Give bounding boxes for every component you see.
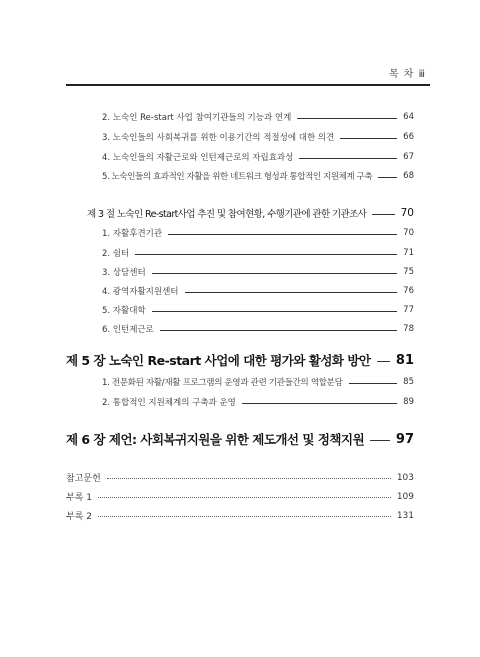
toc-leader bbox=[242, 403, 397, 404]
toc-entry-page: 97 bbox=[395, 431, 414, 447]
toc-entry-title: 1. 전문화된 자활/재활 프로그램의 운영과 관련 기관들간의 역할분담 bbox=[102, 378, 343, 388]
toc-entry-page: 89 bbox=[403, 397, 414, 407]
toc-leader bbox=[378, 177, 397, 178]
toc-entry[interactable] bbox=[102, 376, 414, 388]
toc-entry-page: 66 bbox=[403, 132, 414, 142]
toc-entry-page: 78 bbox=[403, 324, 414, 334]
toc-entry-page: 77 bbox=[403, 305, 414, 315]
toc-entry[interactable] bbox=[102, 131, 414, 143]
toc-entry-page: 109 bbox=[396, 491, 414, 502]
toc-entry-page: 76 bbox=[403, 286, 414, 296]
toc-entry-page: 70 bbox=[400, 207, 414, 219]
toc-leader bbox=[297, 118, 397, 119]
toc-entry-title: 4. 광역자활지원센터 bbox=[102, 287, 179, 297]
toc-entry-title: 2. 노숙인 Re-start 사업 참여기관들의 기능과 연계 bbox=[102, 113, 292, 123]
toc-entry[interactable] bbox=[102, 151, 414, 163]
toc-entry-page: 68 bbox=[403, 171, 414, 181]
toc-leader bbox=[107, 478, 391, 479]
toc-entry[interactable] bbox=[102, 396, 414, 408]
toc-leader bbox=[370, 440, 390, 441]
toc-entry-title: 2. 통합적인 지원체계의 구축과 운영 bbox=[102, 398, 236, 408]
toc-entry-title: 부록 2 bbox=[66, 512, 92, 522]
toc-leader bbox=[98, 497, 391, 498]
toc-leader bbox=[377, 361, 390, 362]
toc-entry[interactable] bbox=[102, 247, 414, 259]
toc-entry-page: 71 bbox=[403, 248, 414, 258]
toc-entry-title: 3. 노숙인들의 사회복귀를 위한 이용기간의 적절성에 대한 의견 bbox=[102, 133, 335, 143]
toc-entry-title: 제 5 장 노숙인 Re-start 사업에 대한 평가와 활성화 방안 bbox=[66, 353, 371, 368]
toc-entry-title: 5. 자활대학 bbox=[102, 306, 146, 316]
toc-entry[interactable] bbox=[102, 323, 414, 335]
toc-entry-page: 67 bbox=[403, 152, 414, 162]
toc-leader bbox=[160, 330, 397, 331]
toc-entry-page: 103 bbox=[396, 472, 414, 483]
toc-entry[interactable] bbox=[102, 170, 414, 182]
toc-entry-title: 4. 노숙인들의 자활근로와 인턴제근로의 자립효과성 bbox=[102, 153, 294, 163]
toc-leader bbox=[168, 234, 397, 235]
toc-leader bbox=[98, 516, 391, 517]
toc-leader bbox=[372, 214, 394, 215]
toc-entry-title: 6. 인턴제근로 bbox=[102, 325, 154, 335]
toc-section-entry[interactable] bbox=[87, 206, 414, 220]
toc-entry[interactable] bbox=[102, 227, 414, 239]
toc-backmatter-entry[interactable] bbox=[66, 490, 414, 503]
toc-entry-page: 81 bbox=[395, 352, 414, 368]
toc-entry-title: 제 3 절 노숙인 Re-start사업 추진 및 참여현황, 수행기관에 관한 기관조사 bbox=[87, 209, 367, 220]
toc-chapter-entry[interactable] bbox=[66, 351, 414, 369]
toc-leader bbox=[152, 311, 398, 312]
toc-leader bbox=[299, 158, 397, 159]
toc-entry-title: 제 6 장 제언: 사회복귀지원을 위한 제도개선 및 정책지원 bbox=[66, 432, 365, 447]
toc-backmatter-entry[interactable] bbox=[66, 471, 414, 484]
toc-entry-title: 참고문헌 bbox=[66, 474, 101, 484]
running-header: 목 차 ⅲ bbox=[388, 69, 426, 80]
toc-leader bbox=[135, 254, 397, 255]
toc-leader bbox=[349, 383, 398, 384]
toc-entry-title: 1. 자활후견기관 bbox=[102, 229, 163, 239]
toc-backmatter-entry[interactable] bbox=[66, 509, 414, 522]
toc-entry-page: 64 bbox=[403, 112, 414, 122]
toc-leader bbox=[185, 292, 398, 293]
toc-entry-page: 75 bbox=[403, 267, 414, 277]
toc-entry[interactable] bbox=[102, 304, 414, 316]
toc-entry-page: 131 bbox=[396, 510, 414, 521]
toc-leader bbox=[152, 273, 398, 274]
toc-entry[interactable] bbox=[102, 266, 414, 278]
toc-entry-title: 5. 노숙인들의 효과적인 자활을 위한 네트워크 형성과 통합적인 지원체계 구축 bbox=[102, 172, 373, 182]
toc-entry-page: 85 bbox=[403, 377, 414, 387]
toc-entry-title: 부록 1 bbox=[66, 493, 92, 503]
toc-entry-title: 3. 상담센터 bbox=[102, 268, 146, 278]
toc-entry-title: 2. 쉼터 bbox=[102, 249, 130, 259]
toc-entry-page: 70 bbox=[403, 228, 414, 238]
toc-entry[interactable] bbox=[102, 111, 414, 123]
toc-chapter-entry[interactable] bbox=[66, 430, 414, 448]
toc-leader bbox=[340, 138, 397, 139]
toc-entry[interactable] bbox=[102, 285, 414, 297]
